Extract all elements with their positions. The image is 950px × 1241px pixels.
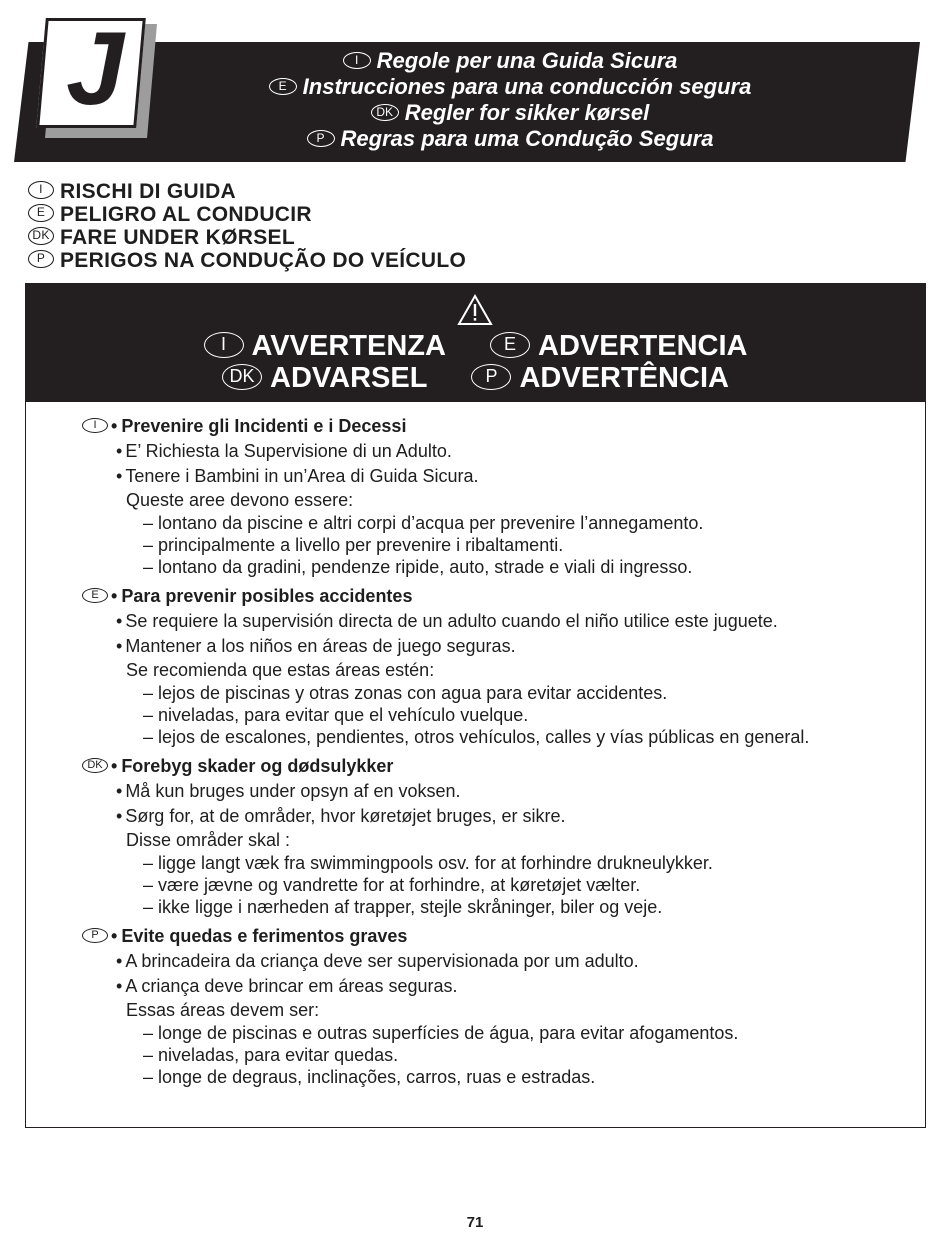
warning-triangle-icon [457,294,493,326]
warning-label-es: E ADVERTENCIA [490,330,747,362]
dash-item: – niveladas, para evitar quedas. [143,1045,399,1065]
lang-code-badge: P [307,130,335,147]
risks-heading [28,180,466,272]
dash-item: – lejos de escalones, pendientes, otros vehículos, calles y vías públicas en general. [143,727,810,747]
bullet-item: • Må kun bruges under opsyn af en voksen. [116,781,461,801]
bullet-item: • Se requiere la supervisión directa de un adulto cuando el niño utilice este juguete. [116,611,778,631]
warning-label-dk: DK ADVARSEL [222,362,427,394]
lang-code-badge: I [343,52,371,69]
banner-title-pt: P Regras para uma Condução Segura [150,126,870,152]
bullet-item: • Sørg for, at de områder, hvor køretøjet bruges, er sikre. [116,806,566,826]
dash-item: – ikke ligge i nærheden af trapper, stejle skråninger, biler og veje. [143,897,663,917]
section-intro: Queste aree devono essere: [126,490,354,510]
bullet-item: • A brincadeira da criança deve ser supervisionada por um adulto. [116,951,639,971]
bullet-item: • E’ Richiesta la Supervisione di un Adulto. [116,441,452,461]
banner-title-dk: DK Regler for sikker kørsel [150,100,870,126]
warning-section-pt [82,924,912,1088]
lang-code-badge: P [28,250,54,268]
warning-header [26,284,925,402]
lang-code-badge: E [82,588,108,603]
banner-title-es: E Instrucciones para una conducción segura [150,74,870,100]
section-title: P • Evite quedas e ferimentos graves [82,924,912,949]
risk-line-it: I RISCHI DI GUIDA [28,180,466,203]
dash-item: – lejos de piscinas y otras zonas con agua para evitar accidentes. [143,683,668,703]
lang-code-badge: DK [371,104,399,121]
warning-label-pt: P ADVERTÊNCIA [471,362,728,394]
dash-item: – longe de piscinas e outras superfícies de água, para evitar afogamentos. [143,1023,739,1043]
lang-code-badge: E [490,332,530,358]
page-number: 71 [466,1214,484,1231]
lang-code-badge: DK [82,758,108,773]
warning-row-2 [26,362,925,394]
dash-item: – niveladas, para evitar que el vehículo vuelque. [143,705,529,725]
warning-row-1 [26,330,925,362]
banner-titles [150,48,870,152]
section-title: E • Para prevenir posibles accidentes [82,584,912,609]
lang-code-badge: DK [222,364,262,390]
lang-code-badge: I [82,418,108,433]
dash-item: – longe de degraus, inclinações, carros, ruas e estradas. [143,1067,596,1087]
lang-code-badge: E [269,78,297,95]
dash-item: – principalmente a livello per prevenire i ribaltamenti. [143,535,564,555]
warning-section-dk [82,754,912,918]
lang-code-badge: P [82,928,108,943]
section-intro: Disse områder skal : [126,830,291,850]
warning-label-it: I AVVERTENZA [204,330,446,362]
section-intro: Essas áreas devem ser: [126,1000,320,1020]
warning-section-it [82,414,912,578]
warning-box [25,283,926,1128]
bullet-item: • A criança deve brincar em áreas seguras. [116,976,458,996]
section-title: DK • Forebyg skader og dødsulykker [82,754,912,779]
banner-title-it: I Regole per una Guida Sicura [150,48,870,74]
dash-item: – ligge langt væk fra swimmingpools osv. for at forhindre drukneulykker. [143,853,713,873]
chapter-letter: J [66,11,124,127]
dash-item: – lontano da piscine e altri corpi d’acqua per prevenire l’annegamento. [143,513,704,533]
risk-line-pt: P PERIGOS NA CONDUÇÃO DO VEÍCULO [28,249,466,272]
warning-section-es [82,584,912,748]
warning-body [82,414,912,1094]
bullet-item: • Mantener a los niños en áreas de juego seguras. [116,636,516,656]
dash-item: – være jævne og vandrette for at forhindre, at køretøjet vælter. [143,875,641,895]
risk-line-dk: DK FARE UNDER KØRSEL [28,226,466,249]
lang-code-badge: I [204,332,244,358]
lang-code-badge: DK [28,227,54,245]
lang-code-badge: E [28,204,54,222]
dash-item: – lontano da gradini, pendenze ripide, auto, strade e viali di ingresso. [143,557,693,577]
section-title: I • Prevenire gli Incidenti e i Decessi [82,414,912,439]
risk-line-es: E PELIGRO AL CONDUCIR [28,203,466,226]
lang-code-badge: P [471,364,511,390]
section-intro: Se recomienda que estas áreas estén: [126,660,435,680]
lang-code-badge: I [28,181,54,199]
bullet-item: • Tenere i Bambini in un’Area di Guida Sicura. [116,466,479,486]
